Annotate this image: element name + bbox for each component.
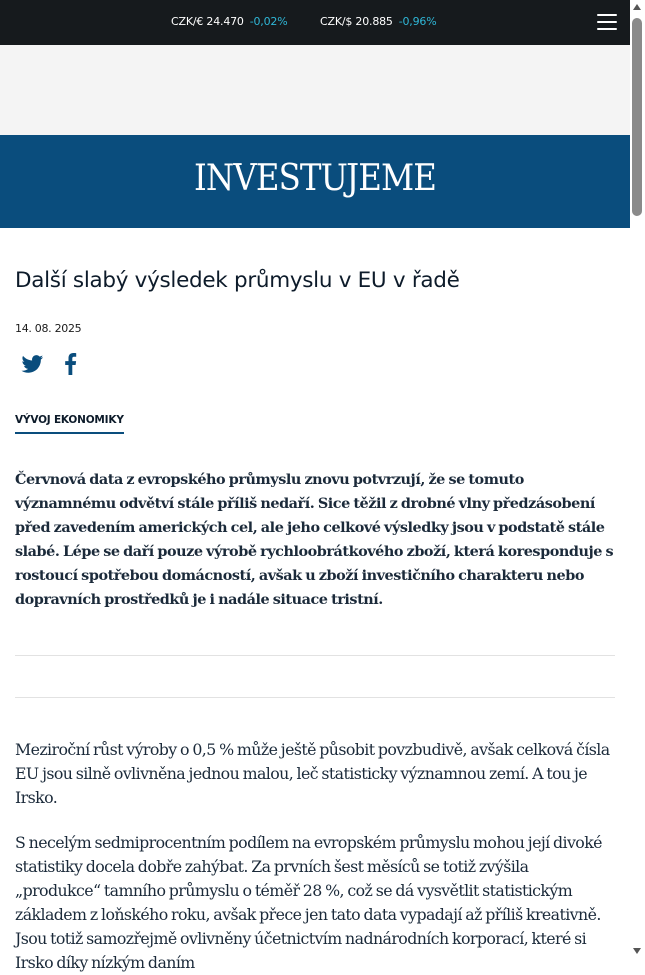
site-logo[interactable]: INVESTUJEME xyxy=(193,158,437,199)
divider xyxy=(15,655,615,656)
divider xyxy=(15,697,615,698)
article-perex: Červnová data z evropského průmyslu znovu potvrzují, že se tomuto významnému odvětví stále příliš nedaří. Sice těžil z drobné vlny předzásobení před zavedením amerických cel, ale jeho celkové výsledky jsou v podstatě stále slabé. Lépe se daří pouze výrobě rychloobrátkového zboží, která koresponduje s rostoucí spotřebou domácností, avšak u zboží investičního charakteru nebo dopravních prostředků je i nadále situace tristní. xyxy=(15,471,614,608)
quote-usd-rate: CZK/$ 20.885 xyxy=(320,15,393,28)
menu-line xyxy=(597,14,617,16)
scroll-down-arrow-icon[interactable] xyxy=(633,948,641,954)
scroll-up-arrow-icon[interactable] xyxy=(633,4,641,10)
quote-eur-rate: CZK/€ 24.470 xyxy=(171,15,244,28)
twitter-icon[interactable] xyxy=(21,353,44,375)
article-date: 14. 08. 2025 xyxy=(15,322,82,335)
article-paragraph: S necelým sedmiprocentním podílem na evropském průmyslu mohou její divoké statistiky docela dobře zahýbat. Za prvních šest měsíců se totiž zvýšila „produkce“ tamního průmyslu o téměř 28 %, což se dá vysvětlit statistickým základem z loňského roku, avšak přece jen tato data vypadají až příliš kreativně. Jsou totiž samozřejmě ovlivněny účetnictvím nadnárodních korporací, které si Irsko díky nízkým daním xyxy=(15,833,602,972)
menu-line xyxy=(597,21,617,23)
article-paragraph: Meziroční růst výroby o 0,5 % může ještě působit povzbudivě, avšak celková čísla EU jsou silně ovlivněna jednou malou, leč statisticky významnou zemí. A tou je Irsko. xyxy=(15,740,610,807)
currency-ticker-bar xyxy=(0,0,630,45)
quote-usd-change: -0,96% xyxy=(398,15,437,28)
facebook-icon[interactable] xyxy=(63,353,78,375)
category-link[interactable]: VÝVOJ EKONOMIKY xyxy=(15,414,124,434)
quote-eur xyxy=(171,15,287,28)
vertical-scrollbar[interactable] xyxy=(630,0,645,961)
scrollbar-thumb[interactable] xyxy=(632,18,642,216)
quote-usd xyxy=(320,15,436,28)
quote-eur-change: -0,02% xyxy=(249,15,288,28)
ad-space xyxy=(0,45,630,135)
hamburger-menu-icon[interactable] xyxy=(597,14,617,30)
menu-line xyxy=(597,28,617,30)
article-title: Další slabý výsledek průmyslu v EU v řadě xyxy=(15,268,460,293)
